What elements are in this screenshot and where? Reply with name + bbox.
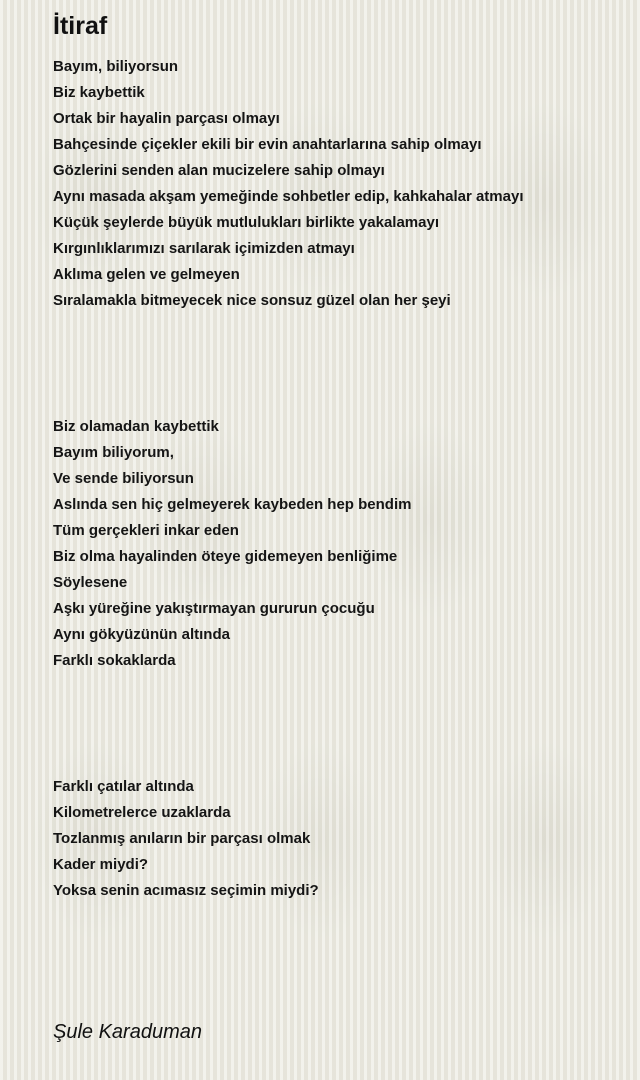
stanza-3 [53,774,633,904]
poem-line: Tozlanmış anıların bir parçası olmak [53,830,311,847]
poem-line: Aynı gökyüzünün altında [53,626,230,643]
poem-line: Biz olma hayalinden öteye gidemeyen benliğime [53,548,398,565]
poem-container [53,10,633,904]
poem-line: Ortak bir hayalin parçası olmayı [53,110,280,127]
poem-line: Ve sende biliyorsun [53,470,194,487]
poem-author: Şule Karaduman [53,1021,202,1043]
poem-line: Aşkı yüreğine yakıştırmayan gururun çocuğu [53,600,375,617]
stanza-1 [53,54,633,314]
poem-line: Küçük şeylerde büyük mutlulukları birlikte yakalamayı [53,214,439,231]
poem-title: İtiraf [53,12,108,40]
poem-line: Kader miydi? [53,856,149,873]
stanza-gap [53,674,633,774]
poem-line: Farklı çatılar altında [53,778,194,795]
poem-line: Farklı sokaklarda [53,652,176,669]
poem-line: Biz olamadan kaybettik [53,418,219,435]
poem-line: Aklıma gelen ve gelmeyen [53,266,240,283]
poem-line: Yoksa senin acımasız seçimin miydi? [53,882,319,899]
poem-line: Sıralamakla bitmeyecek nice sonsuz güzel olan her şeyi [53,292,451,309]
poem-line: Bayım biliyorum, [53,444,174,461]
poem-line: Kırgınlıklarımızı sarılarak içimizden atmayı [53,240,355,257]
poem-line: Tüm gerçekleri inkar eden [53,522,239,539]
poem-line: Bayım, biliyorsun [53,58,179,75]
stanza-gap [53,314,633,414]
poem-line: Aslında sen hiç gelmeyerek kaybeden hep bendim [53,496,412,513]
poem-line: Gözlerini senden alan mucizelere sahip olmayı [53,162,385,179]
poem-line: Kilometrelerce uzaklarda [53,804,231,821]
poem-line: Aynı masada akşam yemeğinde sohbetler edip, kahkahalar atmayı [53,188,524,205]
poem-line: Söylesene [53,574,128,591]
stanza-2 [53,414,633,674]
poem-line: Biz kaybettik [53,84,145,101]
poem-line: Bahçesinde çiçekler ekili bir evin anahtarlarına sahip olmayı [53,136,482,153]
